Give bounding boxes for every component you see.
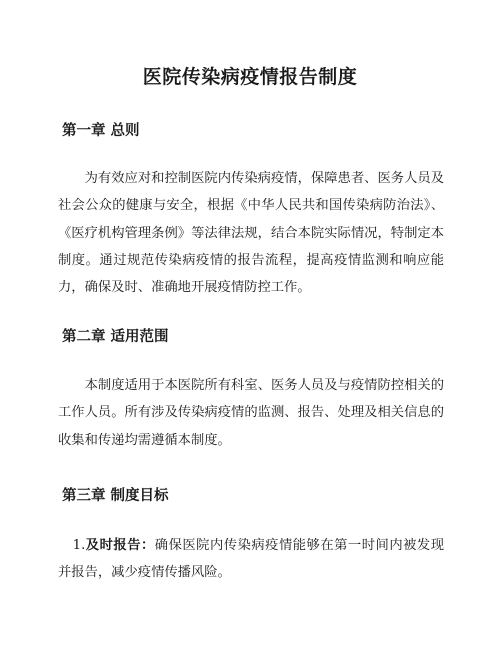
chapter-1-heading: 第一章 总则 <box>62 123 140 139</box>
chapter-3-list-item <box>58 532 444 587</box>
document-title: 医院传染病疫情报告制度 <box>142 66 358 88</box>
chapter-2-paragraph: 本制度适用于本医院所有科室、医务人员及与疫情防控相关的工作人员。所有涉及传染病疫情的监测、报告、处理及相关信息的收集和传递均需遵循本制度。 <box>58 378 444 448</box>
list-item-text: 确保医院内传染病疫情能够在第一时间内被发现并报告，减少疫情传播风险。 <box>58 538 445 581</box>
chapter-2-heading: 第二章 适用范围 <box>62 329 169 345</box>
list-item-label: 及时报告： <box>85 538 155 553</box>
list-item-number: 1. <box>72 538 86 553</box>
chapter-1-paragraph: 为有效应对和控制医院内传染病疫情，保障患者、医务人员及社会公众的健康与安全，根据《中华人民共和国传染病防治法》、《医疗机构管理条例》等法律法规，结合本院实际情况，特制定本制度。通过规范传染病疫情的报告流程，提高疫情监测和响应能力，确保及时、准确地开展疫情防控工作。 <box>58 171 444 296</box>
chapter-3-heading: 第三章 制度目标 <box>62 488 169 504</box>
